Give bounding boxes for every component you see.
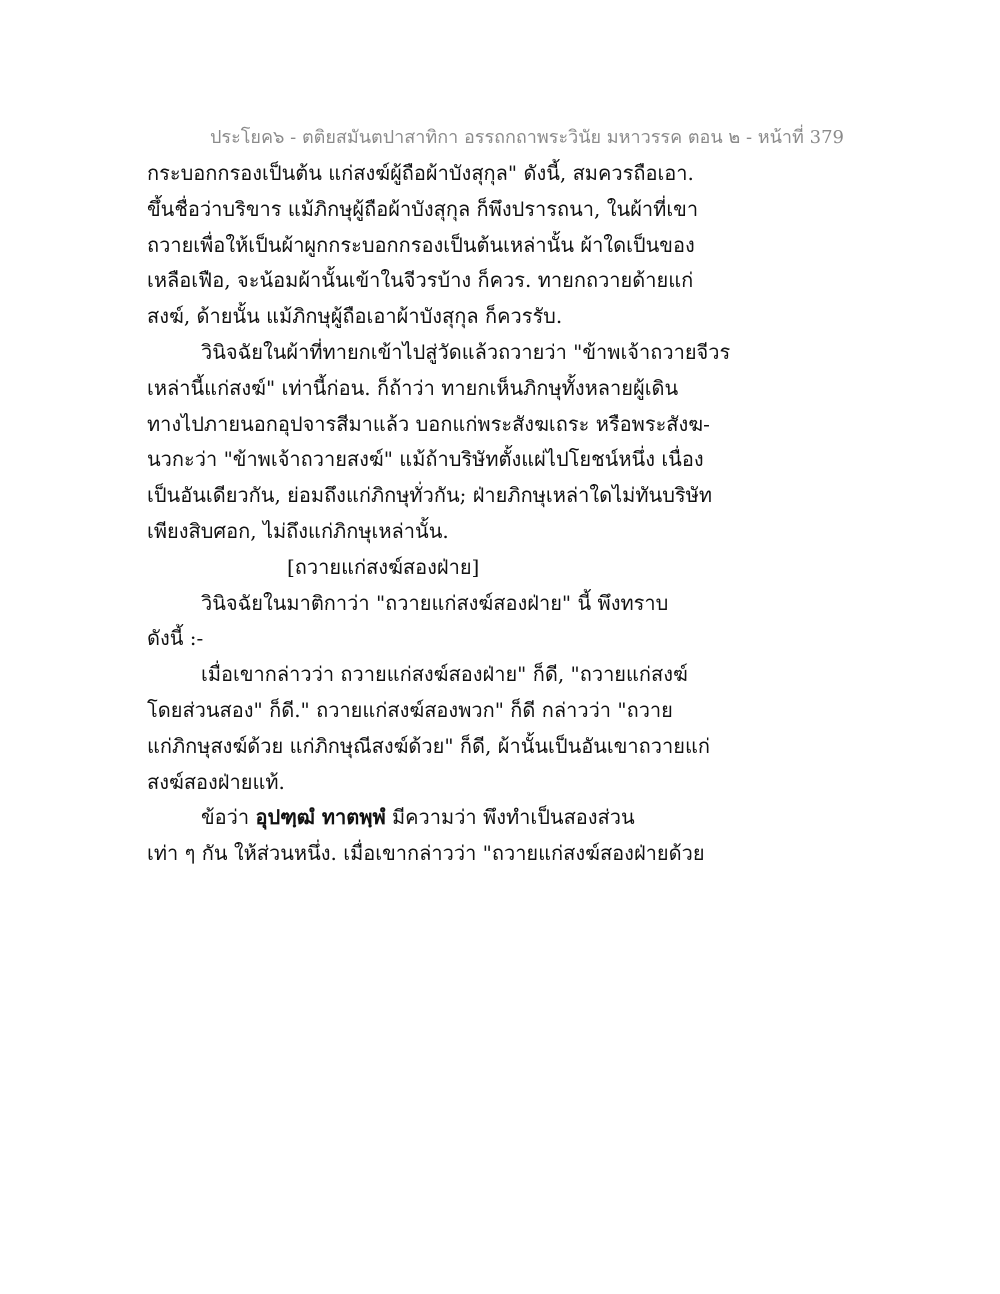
paragraph-start-line: วินิจฉัยในมาติกาว่า "ถวายแก่สงฆ์สองฝ่าย" นี้ พึงทราบ xyxy=(201,590,669,615)
text-line: นวกะว่า "ข้าพเจ้าถวายสงฆ์" แม้ถ้าบริษัทตั้งแผ่ไปโยชน์หนึ่ง เนื่อง xyxy=(147,447,704,472)
section-heading: [ถวายแก่สงฆ์สองฝ่าย] xyxy=(287,554,480,579)
text-line: เหล่านี้แก่สงฆ์" เท่านี้ก่อน. ก็ถ้าว่า ทายกเห็นภิกษุทั้งหลายผู้เดิน xyxy=(147,375,679,400)
text-line: ถวายเพื่อให้เป็นผ้าผูกกระบอกกรองเป็นต้นเหล่านั้น ผ้าใดเป็นของ xyxy=(147,232,695,257)
text-line: สงฆ์, ด้ายนั้น แม้ภิกษุผู้ถือเอาผ้าบังสุกุล ก็ควรรับ. xyxy=(147,304,563,329)
text-line: แก่ภิกษุสงฆ์ด้วย แก่ภิกษุณีสงฆ์ด้วย" ก็ดี, ผ้านั้นเป็นอันเขาถวายแก่ xyxy=(147,733,710,758)
text-line: เพียงสิบศอก, ไม่ถึงแก่ภิกษุเหล่านั้น. xyxy=(147,518,449,543)
paragraph-start-line: วินิจฉัยในผ้าที่ทายกเข้าไปสู่วัดแล้วถวายว่า "ข้าพเจ้าถวายจีวร xyxy=(201,339,731,364)
pali-term: อุปฑฺฒํ ทาตพฺพํ xyxy=(255,805,386,830)
text-line: ขึ้นชื่อว่าบริขาร แม้ภิกษุผู้ถือผ้าบังสุกุล ก็พึงปรารถนา, ในผ้าที่เขา xyxy=(147,196,699,221)
text-line: ทางไปภายนอกอุปจารสีมาแล้ว บอกแก่พระสังฆเถระ หรือพระสังฆ- xyxy=(147,411,710,436)
paragraph-start-line xyxy=(147,800,707,836)
running-header: ประโยค๖ - ตติยสมันตปาสาทิกา อรรถกถาพระวินัย มหาวรรค ตอน ๒ - หน้าที่ 379 xyxy=(210,127,844,148)
text-line: เท่า ๆ กัน ให้ส่วนหนึ่ง. เมื่อเขากล่าวว่า "ถวายแก่สงฆ์สองฝ่ายด้วย xyxy=(147,841,705,866)
paragraph-start-line: เมื่อเขากล่าวว่า ถวายแก่สงฆ์สองฝ่าย" ก็ดี, "ถวายแก่สงฆ์ xyxy=(201,662,688,687)
body-text xyxy=(147,156,731,872)
text-line: เหลือเฟือ, จะน้อมผ้านั้นเข้าในจีวรบ้าง ก็ควร. ทายกถวายด้ายแก่ xyxy=(147,268,694,293)
line-prefix: ข้อว่า xyxy=(201,805,256,830)
line-suffix: มีความว่า พึงทำเป็นสองส่วน xyxy=(385,805,635,830)
text-line: กระบอกกรองเป็นต้น แก่สงฆ์ผู้ถือผ้าบังสุกุล" ดังนี้, สมควรถือเอา. xyxy=(147,161,694,185)
text-line: สงฆ์สองฝ่ายแท้. xyxy=(147,769,285,794)
text-line: โดยส่วนสอง" ก็ดี." ถวายแก่สงฆ์สองพวก" ก็ดี กล่าวว่า "ถวาย xyxy=(147,697,673,722)
text-line: เป็นอันเดียวกัน, ย่อมถึงแก่ภิกษุทั่วกัน; ฝ่ายภิกษุเหล่าใดไม่ทันบริษัท xyxy=(147,483,713,508)
text-line: ดังนี้ :- xyxy=(147,626,204,651)
